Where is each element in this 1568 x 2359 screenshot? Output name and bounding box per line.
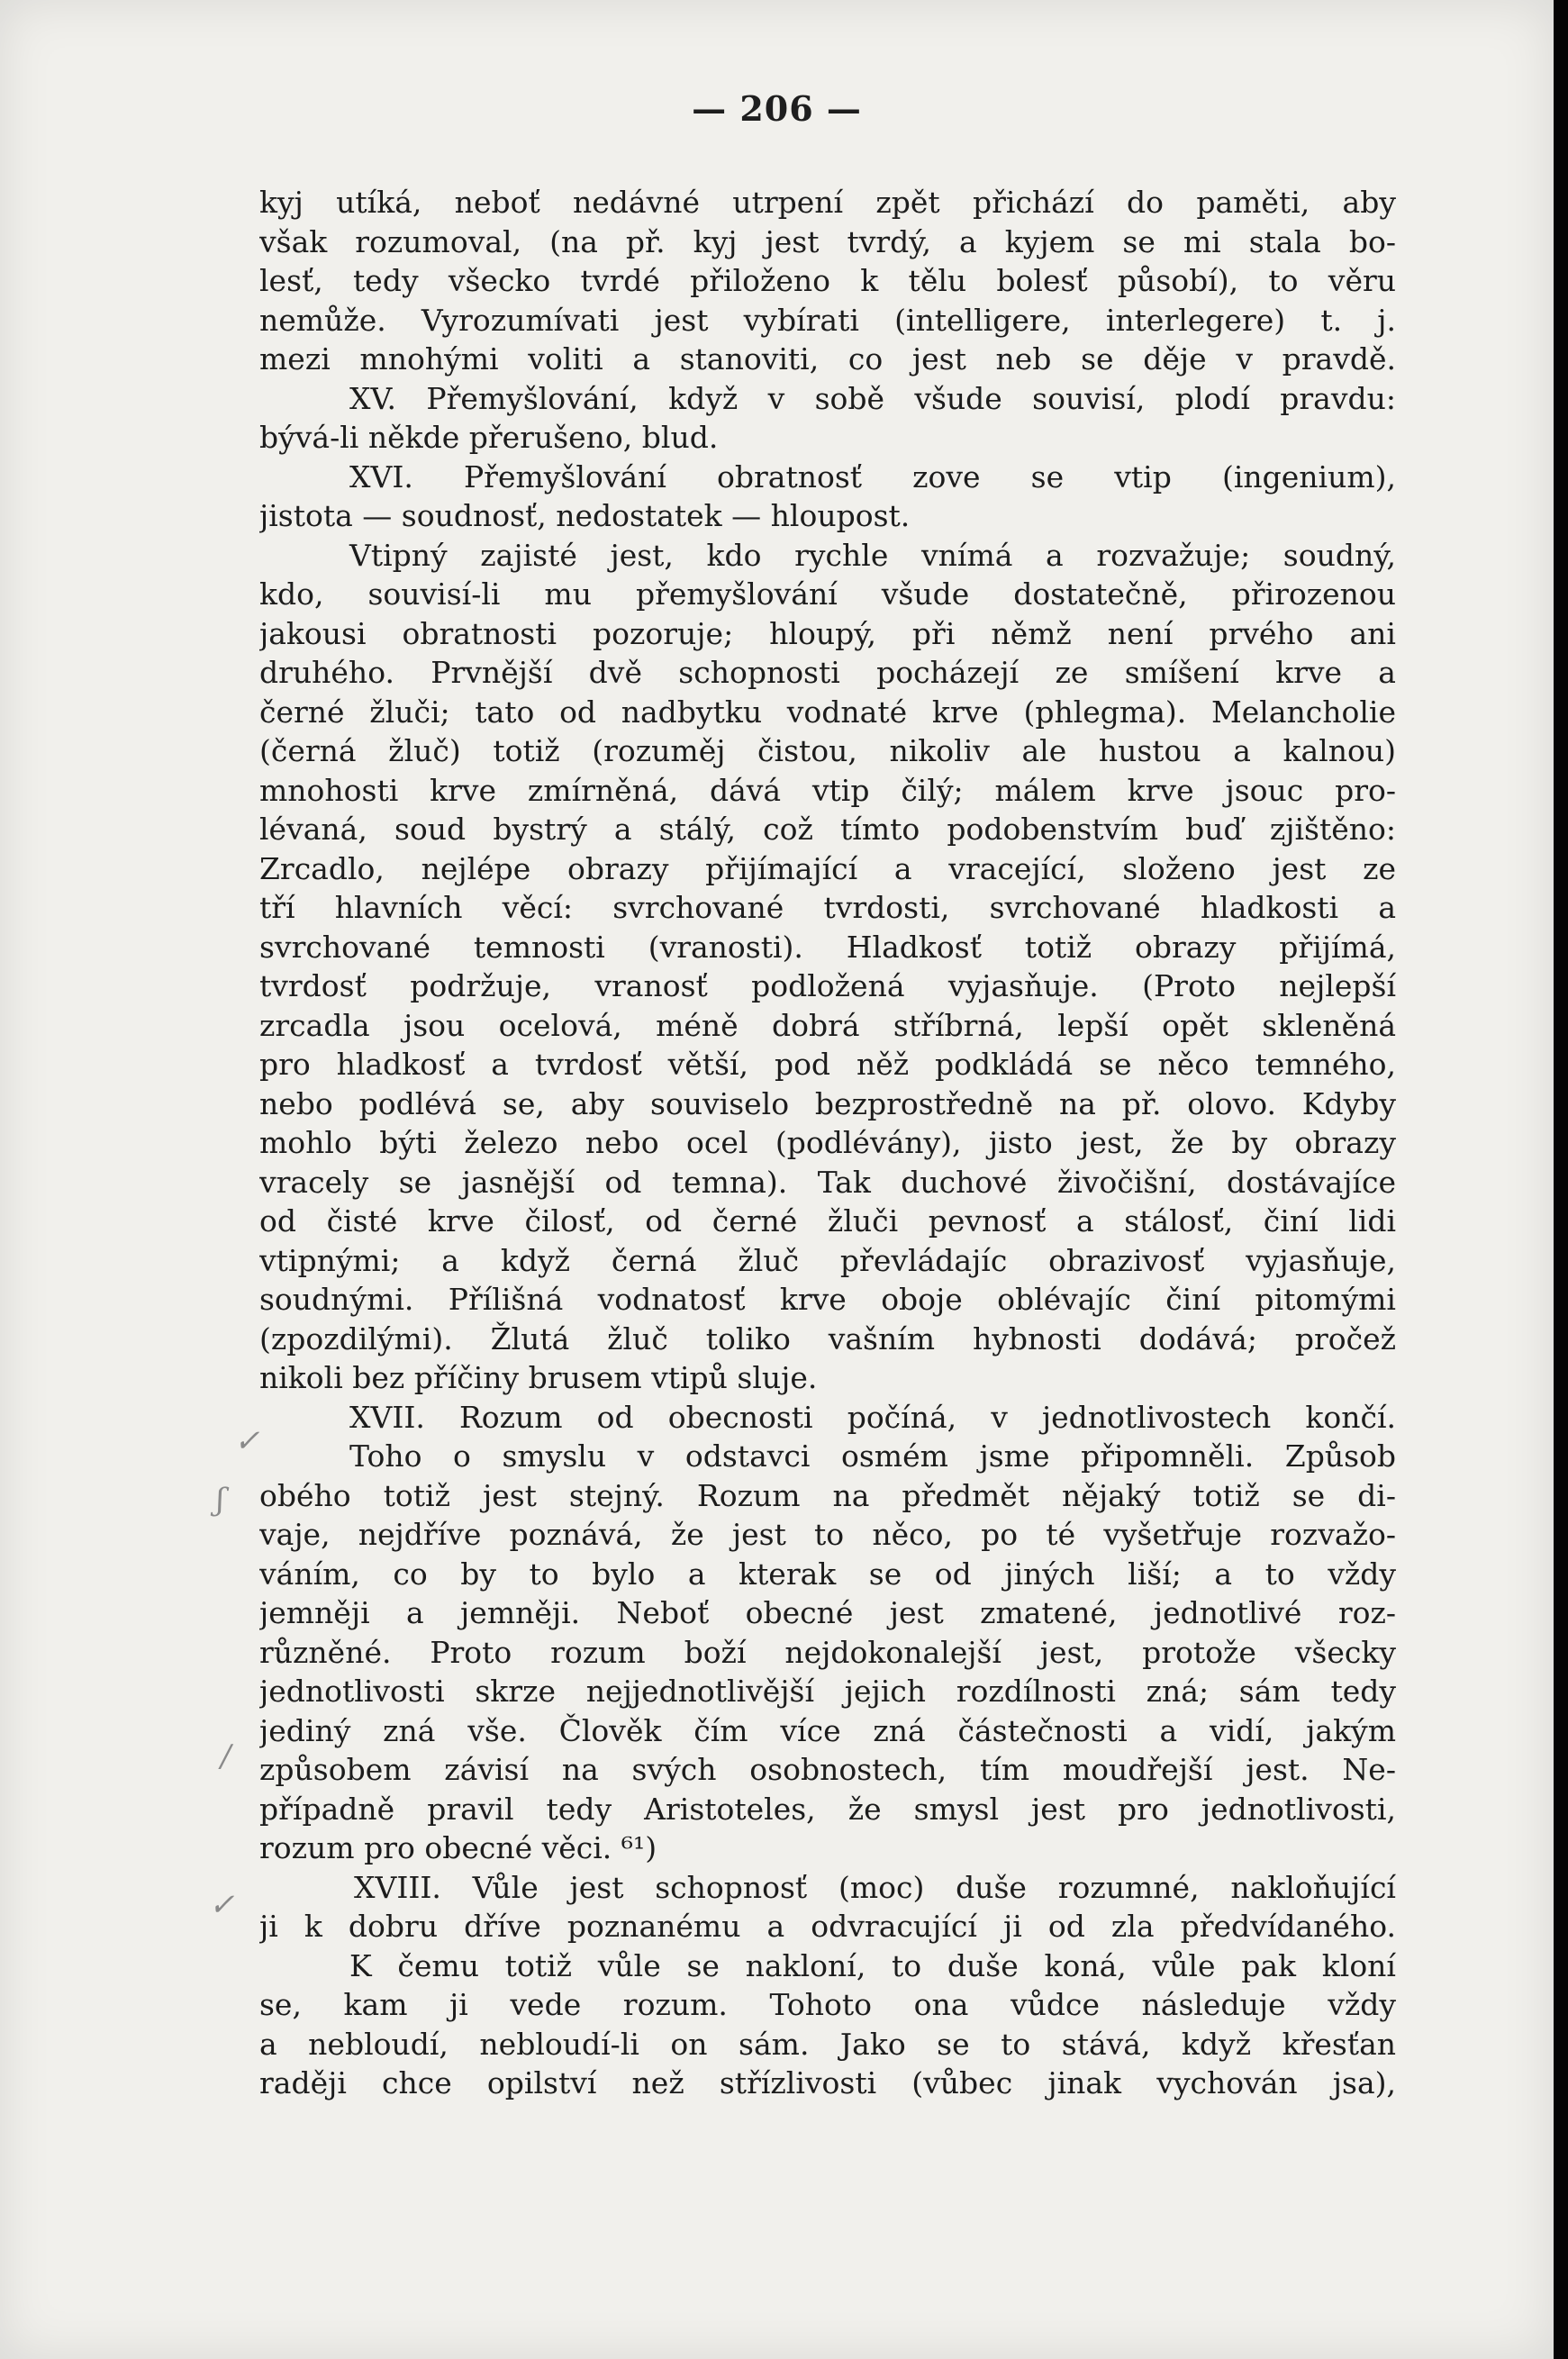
section-heading-xvi: XVI. Přemyšlování obratnosť zove se vtip (ingenium), xyxy=(349,458,1396,494)
text-line: různěné. Proto rozum boží nejdokonalejší jest, protože všecky xyxy=(259,1634,1396,1670)
text-line: jemněji a jemněji. Neboť obecné jest zmatené, jednotlivé roz- xyxy=(259,1595,1396,1630)
text-line: zrcadla jsou ocelová, méně dobrá stříbrná, lepší opět skleněná xyxy=(259,1007,1396,1043)
text-line: vracely se jasnější od temna). Tak duchové živočišní, dostávajíce xyxy=(259,1164,1396,1200)
scan-edge xyxy=(1554,0,1568,2359)
text-line: mohlo býti železo nebo ocel (podlévány), jisto jest, že by obrazy xyxy=(259,1125,1396,1160)
text-line: kdo, souvisí-li mu přemyšlování všude dostatečně, přirozenou xyxy=(259,576,1396,612)
text-line: bývá-li někde přerušeno, blud. xyxy=(259,420,719,455)
text-line: případně pravil tedy Aristoteles, že smysl jest pro jednotlivosti, xyxy=(259,1791,1396,1827)
pencil-stroke-mark-icon: ʃ xyxy=(216,1482,225,1518)
section-heading-xviii: XVIII. Vůle jest schopnosť (moc) duše rozumné, nakloňující xyxy=(354,1869,1396,1905)
text-line: nebo podlévá se, aby souviselo bezprostředně na př. olovo. Kdyby xyxy=(259,1085,1396,1121)
paragraph-start: Vtipný zajisté jest, kdo rychle vnímá a rozvažuje; soudný, xyxy=(349,537,1396,573)
text-line: tří hlavních věcí: svrchované tvrdosti, svrchované hladkosti a xyxy=(259,890,1396,925)
text-line: druhého. Prvnější dvě schopnosti pocházejí ze smíšení krve a xyxy=(259,655,1396,690)
text-line: jediný zná vše. Člověk čím více zná částečnosti a vidí, jakým xyxy=(259,1712,1396,1748)
text-line: rozum pro obecné věci. ⁶¹) xyxy=(259,1830,657,1865)
paragraph-start: K čemu totiž vůle se nakloní, to duše koná, vůle pak kloní xyxy=(349,1947,1396,1983)
pencil-check-mark-icon: ✓ xyxy=(209,1887,235,1923)
text-line: ji k dobru dříve poznanému a odvracující ji od zla předvídaného. xyxy=(259,1909,1396,1944)
text-line: od čisté krve čilosť, od černé žluči pevnosť a stálosť, činí lidi xyxy=(259,1203,1396,1238)
text-line: soudnými. Přílišná vodnatosť krve oboje oblévajíc činí pitomými xyxy=(259,1282,1396,1317)
text-line: Zrcadlo, nejlépe obrazy přijímající a vracející, složeno jest ze xyxy=(259,850,1396,886)
text-line: a nebloudí, nebloudí-li on sám. Jako se to stává, když křesťan xyxy=(259,2026,1396,2062)
text-line: pro hladkosť a tvrdosť větší, pod něž podkládá se něco temného, xyxy=(259,1047,1396,1082)
section-heading-xv: XV. Přemyšlování, když v sobě všude souvisí, plodí pravdu: xyxy=(349,380,1396,416)
text-line: lesť, tedy všecko tvrdé přiloženo k tělu bolesť působí), to věru xyxy=(259,263,1396,298)
text-line: jakousi obratnosti pozoruje; hloupý, při němž není prvého ani xyxy=(259,615,1396,651)
text-line: obého totiž jest stejný. Rozum na předmět nějaký totiž se di- xyxy=(259,1477,1396,1513)
text-line: vtipnými; a když černá žluč převládajíc obrazivosť vyjasňuje, xyxy=(259,1242,1396,1278)
text-line: lévaná, soud bystrý a stálý, což tímto podobenstvím buď zjištěno: xyxy=(259,812,1396,847)
text-line: tvrdosť podržuje, vranosť podložená vyjasňuje. (Proto nejlepší xyxy=(259,968,1396,1003)
text-line: kyj utíká, neboť nedávné utrpení zpět přichází do paměti, aby xyxy=(259,185,1396,220)
text-line: však rozumoval, (na př. kyj jest tvrdý, a kyjem se mi stala bo- xyxy=(259,223,1396,259)
text-line: způsobem závisí na svých osobnostech, tím moudřejší jest. Ne- xyxy=(259,1752,1396,1787)
text-line: černé žluči; tato od nadbytku vodnaté krve (phlegma). Melancholie xyxy=(259,694,1396,730)
text-line: vaje, nejdříve poznává, že jest to něco, po té vyšetřuje rozvažo- xyxy=(259,1517,1396,1552)
section-heading-xvii: XVII. Rozum od obecnosti počíná, v jednotlivostech končí. xyxy=(349,1399,1396,1435)
text-line: (černá žluč) totiž (rozuměj čistou, nikoliv ale hustou a kalnou) xyxy=(259,733,1396,768)
paragraph-start: Toho o smyslu v odstavci osmém jsme připomněli. Způsob xyxy=(349,1438,1396,1474)
text-line: se, kam ji vede rozum. Tohoto ona vůdce následuje vždy xyxy=(259,1987,1396,2022)
page-number: — 206 — xyxy=(692,88,862,129)
body-text xyxy=(259,183,1396,2103)
pencil-slash-mark-icon: / xyxy=(221,1738,231,1774)
text-line: mnohosti krve zmírněná, dává vtip čilý; málem krve jsouc pro- xyxy=(259,772,1396,808)
text-line: nikoli bez příčiny brusem vtipů sluje. xyxy=(259,1360,818,1395)
text-line: nemůže. Vyrozumívati jest vybírati (intelligere, interlegere) t. j. xyxy=(259,302,1396,338)
text-line: svrchované temnosti (vranosti). Hladkosť totiž obrazy přijímá, xyxy=(259,929,1396,965)
text-line: váním, co by to bylo a kterak se od jiných liší; a to vždy xyxy=(259,1556,1396,1592)
text-line: mezi mnohými voliti a stanoviti, co jest neb se děje v pravdě. xyxy=(259,341,1396,377)
text-line: jednotlivosti skrze nejjednotlivější jejich rozdílnosti zná; sám tedy xyxy=(259,1674,1396,1709)
text-line: (zpozdilými). Žlutá žluč toliko vašním hybnosti dodává; pročež xyxy=(259,1320,1396,1356)
pencil-check-mark-icon: ✓ xyxy=(234,1423,260,1459)
text-line: raději chce opilství než střízlivosti (vůbec jinak vychován jsa), xyxy=(259,2065,1396,2100)
text-line: jistota — soudnosť, nedostatek — hloupost. xyxy=(259,498,911,533)
